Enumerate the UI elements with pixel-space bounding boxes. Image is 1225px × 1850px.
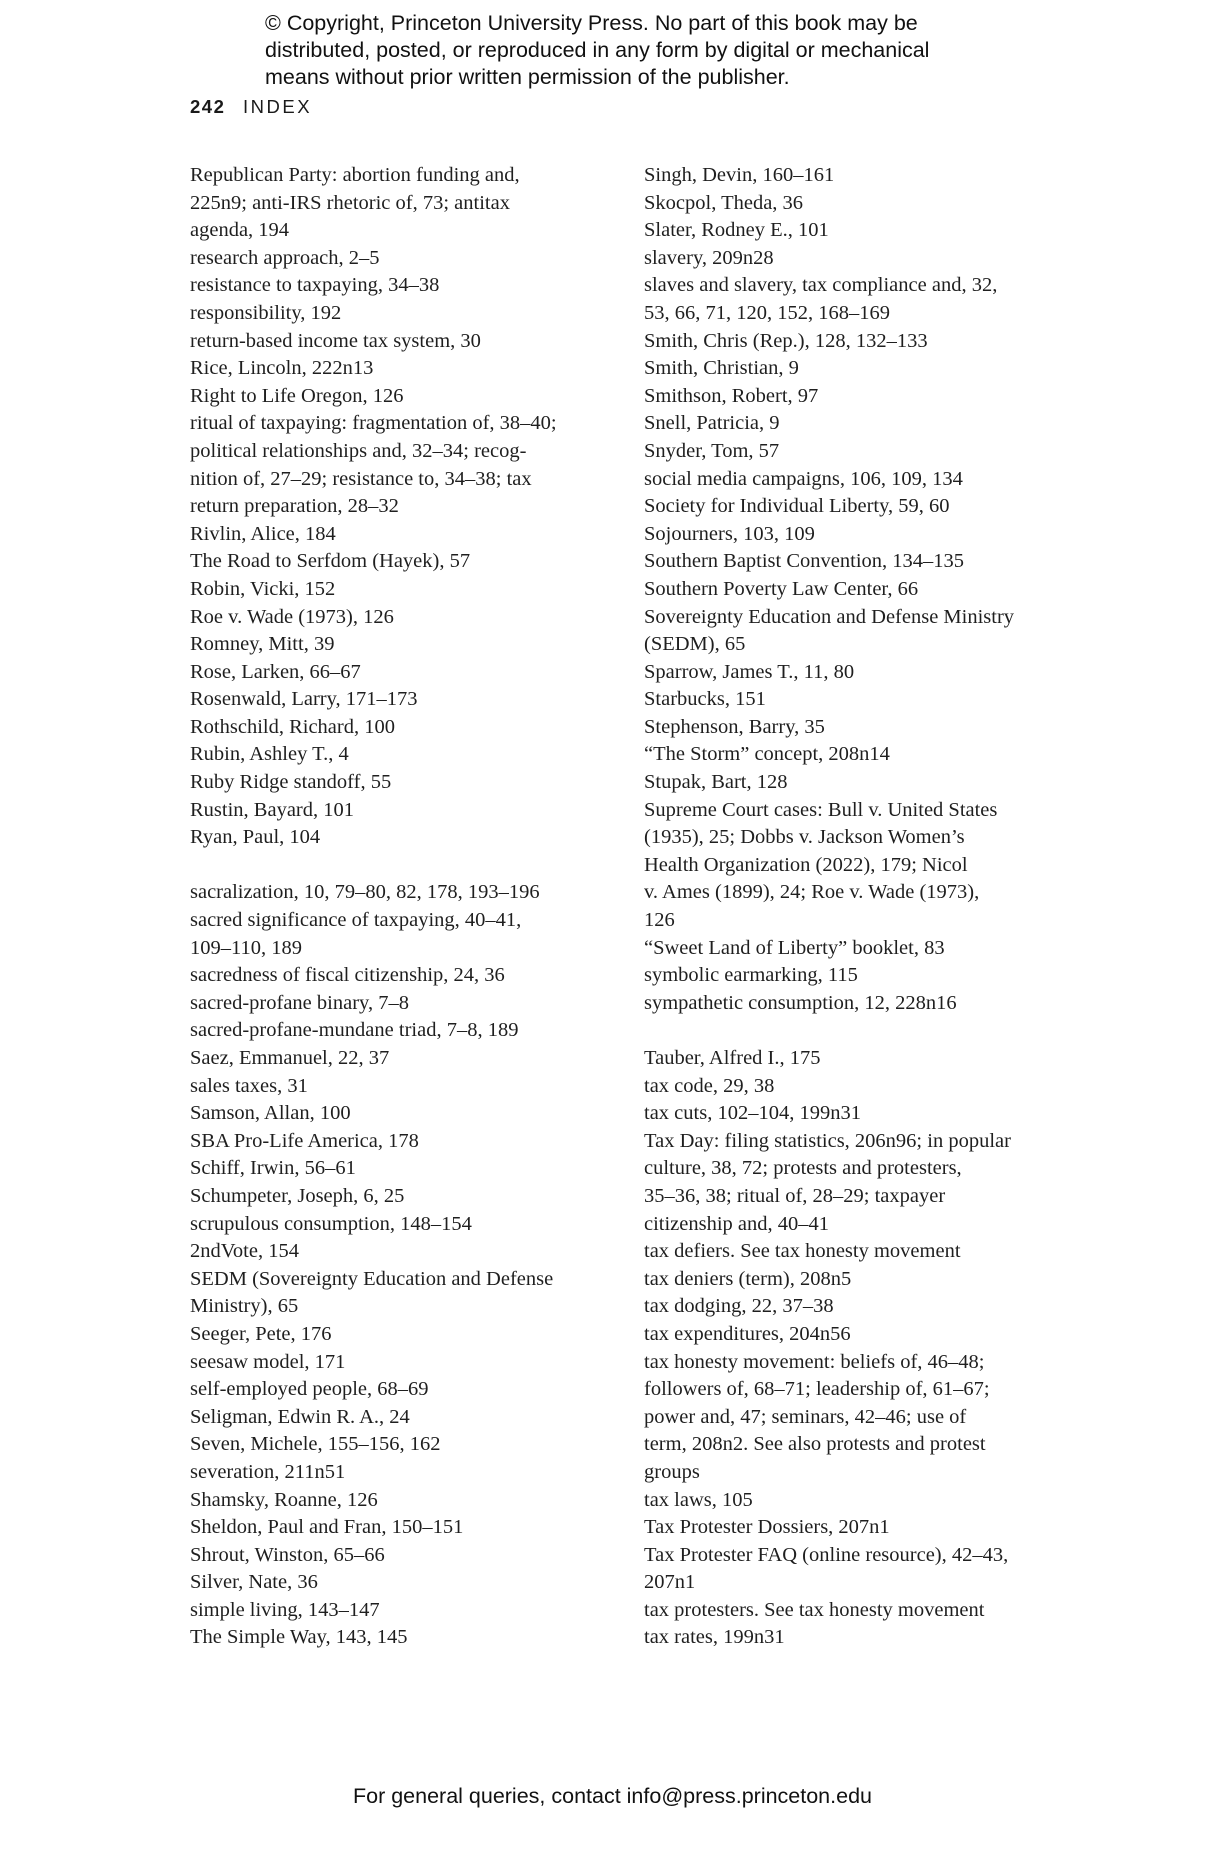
index-entry-line: culture, 38, 72; protests and protesters, [644,1157,962,1180]
index-entry-line: Starbucks, 151 [644,688,766,711]
index-entry-line: Schumpeter, Joseph, 6, 25 [190,1184,405,1207]
index-entry-line: tax dodging, 22, 37–38 [644,1295,834,1318]
index-entry-line: (1935), 25; Dobbs v. Jackson Women’s [644,826,965,849]
index-entry-line: 35–36, 38; ritual of, 28–29; taxpayer [644,1184,946,1207]
index-entry-line: slavery, 209n28 [644,246,774,269]
index-entry [644,604,1064,659]
copyright-line: means without prior written permission of the publisher. [265,65,790,89]
index-entry-line: return preparation, 28–32 [190,495,399,518]
index-entry-line: sympathetic consumption, 12, 228n16 [644,991,957,1014]
index-entry-line: Seven, Michele, 155–156, 162 [190,1433,441,1456]
index-entry-line: 225n9; anti-IRS rhetoric of, 73; antitax [190,191,510,214]
index-entry [644,466,1064,494]
index-entry-line: followers of, 68–71; leadership of, 61–67; [644,1378,990,1401]
index-entry [190,162,620,245]
index-entry [644,1624,1064,1652]
index-entry-line: Saez, Emmanuel, 22, 37 [190,1047,390,1069]
index-entry [644,355,1064,383]
index-entry [190,1514,620,1542]
index-entry-line: Rustin, Bayard, 101 [190,798,354,821]
index-entry [644,714,1064,742]
index-entry-line: “The Storm” concept, 208n14 [644,743,890,766]
index-entry-line: Stephenson, Barry, 35 [644,715,825,738]
index-entry-line: Health Organization (2022), 179; Nicol [644,853,968,876]
index-entry-line: Robin, Vicki, 152 [190,577,336,600]
index-entry-line: Rivlin, Alice, 184 [190,522,336,545]
index-entry [190,1431,620,1459]
section-title: INDEX [243,96,313,117]
index-entry [190,1045,620,1073]
index-entry-line: Right to Life Oregon, 126 [190,384,404,407]
index-entry-line: Rosenwald, Larry, 171–173 [190,688,418,711]
index-entry [190,245,620,273]
index-entry-line: sacred significance of taxpaying, 40–41, [190,909,522,932]
index-entry-line: Shamsky, Roanne, 126 [190,1488,378,1511]
index-entry [190,1128,620,1156]
index-entry-line: Snell, Patricia, 9 [644,412,780,435]
index-entry [190,576,620,604]
index-entry [644,438,1064,466]
index-entry [190,1376,620,1404]
index-entry-line: ritual of taxpaying: fragmentation of, 38–40; [190,412,557,435]
index-entry [644,1128,1064,1238]
index-entry [190,383,620,411]
index-entry [190,1017,620,1045]
index-entry-line: Tax Day: filing statistics, 206n96; in popular [644,1129,1011,1152]
index-entry [644,659,1064,687]
index-entry [190,1155,620,1183]
index-entry-line: Stupak, Bart, 128 [644,771,788,794]
index-entry-line: simple living, 143–147 [190,1598,380,1621]
index-entry [190,1569,620,1597]
copyright-line: © Copyright, Princeton University Press. No part of this book may be [265,11,918,35]
index-entry-line: SBA Pro-Life America, 178 [190,1129,419,1152]
index-entry [644,190,1064,218]
index-entry-line: resistance to taxpaying, 34–38 [190,274,440,297]
index-entry-line: tax expenditures, 204n56 [644,1322,851,1345]
index-entry-line: Schiff, Irwin, 56–61 [190,1157,356,1180]
index-entry-line: The Simple Way, 143, 145 [190,1626,408,1649]
index-entry-line: Southern Poverty Law Center, 66 [644,577,919,600]
index-entry-line: tax laws, 105 [644,1488,753,1511]
index-entry-line: Smith, Chris (Rep.), 128, 132–133 [644,329,928,352]
index-entry-line: Sovereignty Education and Defense Ministry [644,605,1015,628]
index-entry [190,769,620,797]
index-entry [644,1100,1064,1128]
index-entry-line: Supreme Court cases: Bull v. United States [644,798,998,821]
index-entry [190,1073,620,1101]
index-entry-line: Sparrow, James T., 11, 80 [644,660,855,683]
index-entry-line: seesaw model, 171 [190,1350,346,1373]
index-entry-line: 2ndVote, 154 [190,1240,299,1263]
copyright-line: distributed, posted, or reproduced in any form by digital or mechanical [265,38,930,62]
index-entry [644,217,1064,245]
index-entry [190,1266,620,1321]
index-entry [644,162,1064,190]
index-entry [644,1487,1064,1515]
index-entry-line: Republican Party: abortion funding and, [190,164,520,186]
index-entry-line: Tax Protester FAQ (online resource), 42–43, [644,1543,1009,1566]
index-entry-line: sacredness of fiscal citizenship, 24, 36 [190,964,505,987]
index-entry-line: Smithson, Robert, 97 [644,384,819,407]
index-entry-line: Ministry), 65 [190,1295,299,1318]
index-entry-line: Rubin, Ashley T., 4 [190,743,349,766]
index-entry-line: nition of, 27–29; resistance to, 34–38; tax [190,467,532,490]
index-entry-line: scrupulous consumption, 148–154 [190,1212,472,1235]
index-entry [190,300,620,328]
index-entry-line: tax deniers (term), 208n5 [644,1267,852,1290]
index-entry [644,521,1064,549]
letter-gap [190,852,620,880]
index-entry-line: Snyder, Tom, 57 [644,439,780,462]
index-entry [644,1321,1064,1349]
index-entry-line: slaves and slavery, tax compliance and, 32, [644,274,998,297]
index-entry-line: Rothschild, Richard, 100 [190,715,395,738]
index-entry-line: social media campaigns, 106, 109, 134 [644,467,963,490]
index-entry-line: Slater, Rodney E., 101 [644,219,829,242]
index-entry [644,990,1064,1018]
index-entry-line: Seligman, Edwin R. A., 24 [190,1405,410,1428]
index-entry [644,1073,1064,1101]
index-entry [190,410,620,520]
index-entry [190,1487,620,1515]
index-entry [190,1597,620,1625]
index-entry-line: agenda, 194 [190,219,290,242]
index-entry [644,769,1064,797]
index-entry-line: sacralization, 10, 79–80, 82, 178, 193–196 [190,881,540,904]
index-entry-line: sales taxes, 31 [190,1074,308,1097]
index-entry-line: Seeger, Pete, 176 [190,1322,332,1345]
index-entry-line: tax defiers. See tax honesty movement [644,1240,961,1263]
index-entry [190,714,620,742]
index-entry [190,962,620,990]
index-entry-line: Tauber, Alfred I., 175 [644,1047,821,1069]
index-entry [190,907,620,962]
index-entry-line: 109–110, 189 [190,936,302,959]
index-entry-line: (SEDM), 65 [644,633,746,656]
index-entry [190,604,620,632]
index-entry [190,824,620,852]
index-entry [190,1238,620,1266]
index-entry-line: 207n1 [644,1571,696,1594]
index-entry-line: The Road to Serfdom (Hayek), 57 [190,550,471,573]
index-entry [190,328,620,356]
index-entry-line: responsibility, 192 [190,301,342,324]
index-entry [190,1183,620,1211]
index-entry-line: Silver, Nate, 36 [190,1571,318,1594]
index-entry [644,935,1064,963]
index-entry-line: 53, 66, 71, 120, 152, 168–169 [644,301,890,324]
index-entry-line: research approach, 2–5 [190,246,380,269]
index-entry [190,1624,620,1652]
index-entry-line: tax honesty movement: beliefs of, 46–48; [644,1350,985,1373]
page-number: 242 [190,96,226,117]
copyright-notice [265,10,1025,91]
index-entry [190,1542,620,1570]
index-entry [644,1238,1064,1266]
index-entry [644,1045,1064,1073]
index-entry-line: v. Ames (1899), 24; Roe v. Wade (1973), [644,881,980,904]
index-entry [644,576,1064,604]
index-entry [644,797,1064,935]
index-entry-line: return-based income tax system, 30 [190,329,481,352]
index-entry-line: Singh, Devin, 160–161 [644,164,835,186]
index-entry-line: self-employed people, 68–69 [190,1378,429,1401]
index-column-right [644,162,1064,1652]
index-entry [644,1597,1064,1625]
index-entry [644,328,1064,356]
index-entry [190,1321,620,1349]
index-entry-line: Sojourners, 103, 109 [644,522,815,545]
index-entry-line: symbolic earmarking, 115 [644,964,858,987]
index-entry [190,1459,620,1487]
index-entry [644,962,1064,990]
index-entry [644,686,1064,714]
index-entry-line: groups [644,1460,700,1483]
index-entry [190,741,620,769]
index-entry-line: sacred-profane binary, 7–8 [190,991,409,1014]
index-entry [644,410,1064,438]
index-entry-line: Southern Baptist Convention, 134–135 [644,550,965,573]
index-entry [190,355,620,383]
index-entry [190,686,620,714]
index-entry [190,1211,620,1239]
index-entry-line: severation, 211n51 [190,1460,346,1483]
index-entry-line: Rice, Lincoln, 222n13 [190,357,374,380]
index-entry [644,1542,1064,1597]
index-entry [190,1404,620,1432]
index-entry [644,272,1064,327]
index-entry-line: SEDM (Sovereignty Education and Defense [190,1267,554,1290]
index-entry-line: 126 [644,909,675,932]
index-entry-line: tax protesters. See tax honesty movement [644,1598,985,1621]
index-entry [190,659,620,687]
index-entry-line: Samson, Allan, 100 [190,1102,351,1125]
index-entry-line: Tax Protester Dossiers, 207n1 [644,1516,890,1539]
index-entry-line: Roe v. Wade (1973), 126 [190,605,394,628]
index-entry [190,272,620,300]
index-entry [190,521,620,549]
letter-gap [644,1017,1064,1045]
index-entry-line: Romney, Mitt, 39 [190,633,335,656]
index-entry-line: tax cuts, 102–104, 199n31 [644,1102,861,1125]
index-entry [190,1349,620,1377]
index-entry-line: Shrout, Winston, 65–66 [190,1543,385,1566]
index-entry-line: sacred-profane-mundane triad, 7–8, 189 [190,1019,519,1042]
index-entry [644,245,1064,273]
index-entry [190,879,620,907]
index-entry-line: Ryan, Paul, 104 [190,826,321,849]
index-entry-line: power and, 47; seminars, 42–46; use of [644,1405,967,1428]
index-entry [190,1100,620,1128]
index-entry [190,631,620,659]
index-entry-line: political relationships and, 32–34; recog- [190,439,527,462]
index-entry-line: “Sweet Land of Liberty” booklet, 83 [644,936,945,959]
index-entry [190,990,620,1018]
index-entry-line: Sheldon, Paul and Fran, 150–151 [190,1516,464,1539]
index-entry-line: citizenship and, 40–41 [644,1212,830,1235]
index-entry-line: Smith, Christian, 9 [644,357,799,380]
index-column-left [190,162,620,1652]
index-entry [644,1293,1064,1321]
index-entry [190,548,620,576]
index-entry-line: Ruby Ridge standoff, 55 [190,771,392,794]
index-entry-line: term, 208n2. See also protests and protest [644,1433,986,1456]
index-entry-line: Skocpol, Theda, 36 [644,191,804,214]
index-entry [644,383,1064,411]
index-entry-line: tax rates, 199n31 [644,1626,785,1649]
index-entry-line: tax code, 29, 38 [644,1074,775,1097]
index-entry-line: Society for Individual Liberty, 59, 60 [644,495,950,518]
index-entry [644,741,1064,769]
running-head [190,96,312,118]
index-entry-line: Rose, Larken, 66–67 [190,660,361,683]
index-entry [644,1349,1064,1487]
index-entry [644,1514,1064,1542]
index-entry [644,548,1064,576]
index-entry [644,1266,1064,1294]
footer-contact: For general queries, contact info@press.princeton.edu [352,1784,872,1808]
index-entry [644,493,1064,521]
index-entry [190,797,620,825]
